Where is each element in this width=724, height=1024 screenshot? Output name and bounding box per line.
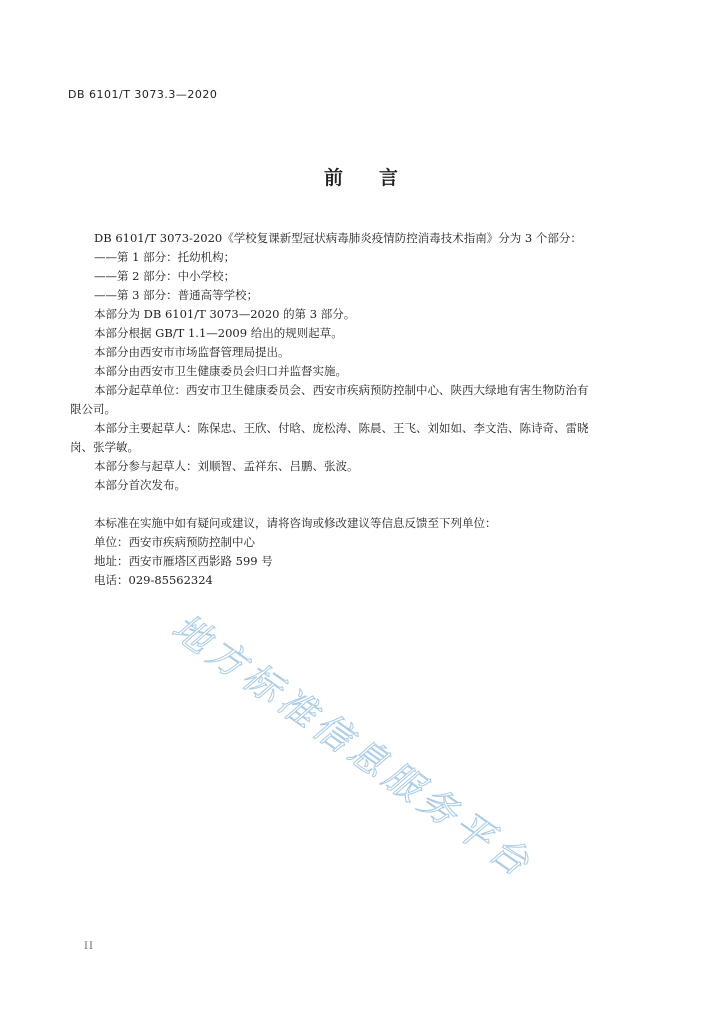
body-line: DB 6101/T 3073-2020《学校复课新型冠状病毒肺炎疫情防控消毒技术指南》分为 3 个部分： (94, 231, 582, 245)
body-line: 本部分起草单位：西安市卫生健康委员会、西安市疾病预防控制中心、陕西大绿地有害生物防治有 (94, 383, 589, 397)
feedback-line: 本标准在实施中如有疑问或建议，请将咨询或修改建议等信息反馈至下列单位： (94, 516, 497, 530)
feedback-line: 地址：西安市雁塔区西影路 599 号 (94, 554, 273, 568)
page-number: II (84, 941, 94, 952)
body-line: 本部分首次发布。 (94, 478, 186, 492)
feedback-line: 电话：029-85562324 (94, 573, 213, 587)
body-line: 本部分由西安市卫生健康委员会归口并监督实施。 (94, 364, 347, 378)
body-line: 本部分由西安市市场监督管理局提出。 (94, 345, 290, 359)
body-line: 本部分主要起草人：陈保忠、王欣、付晗、庞松涛、陈晨、王飞、刘如如、李文浩、陈诗奇、雷晓 (94, 421, 589, 435)
body-line: 本部分参与起草人：刘顺智、孟祥东、吕鹏、张波。 (94, 459, 359, 473)
body-line: 本部分根据 GB/T 1.1—2009 给出的规则起草。 (94, 326, 343, 340)
body-line: ——第 3 部分：普通高等学校； (94, 288, 259, 302)
watermark-text: 地方标准信息服务平台 (164, 605, 542, 888)
preface-body (70, 229, 639, 590)
title-char-right: 言 (379, 167, 401, 189)
body-line-continued: 限公司。 (70, 402, 116, 416)
body-line-continued: 岗、张学敏。 (70, 440, 139, 454)
page-title (0, 163, 724, 190)
body-line: ——第 2 部分：中小学校； (94, 269, 236, 283)
body-line: ——第 1 部分：托幼机构； (94, 250, 236, 264)
feedback-line: 单位：西安市疾病预防控制中心 (94, 535, 255, 549)
body-line: 本部分为 DB 6101/T 3073—2020 的第 3 部分。 (94, 307, 356, 321)
document-code: DB 6101/T 3073.3—2020 (68, 88, 218, 101)
title-char-left: 前 (323, 167, 345, 189)
